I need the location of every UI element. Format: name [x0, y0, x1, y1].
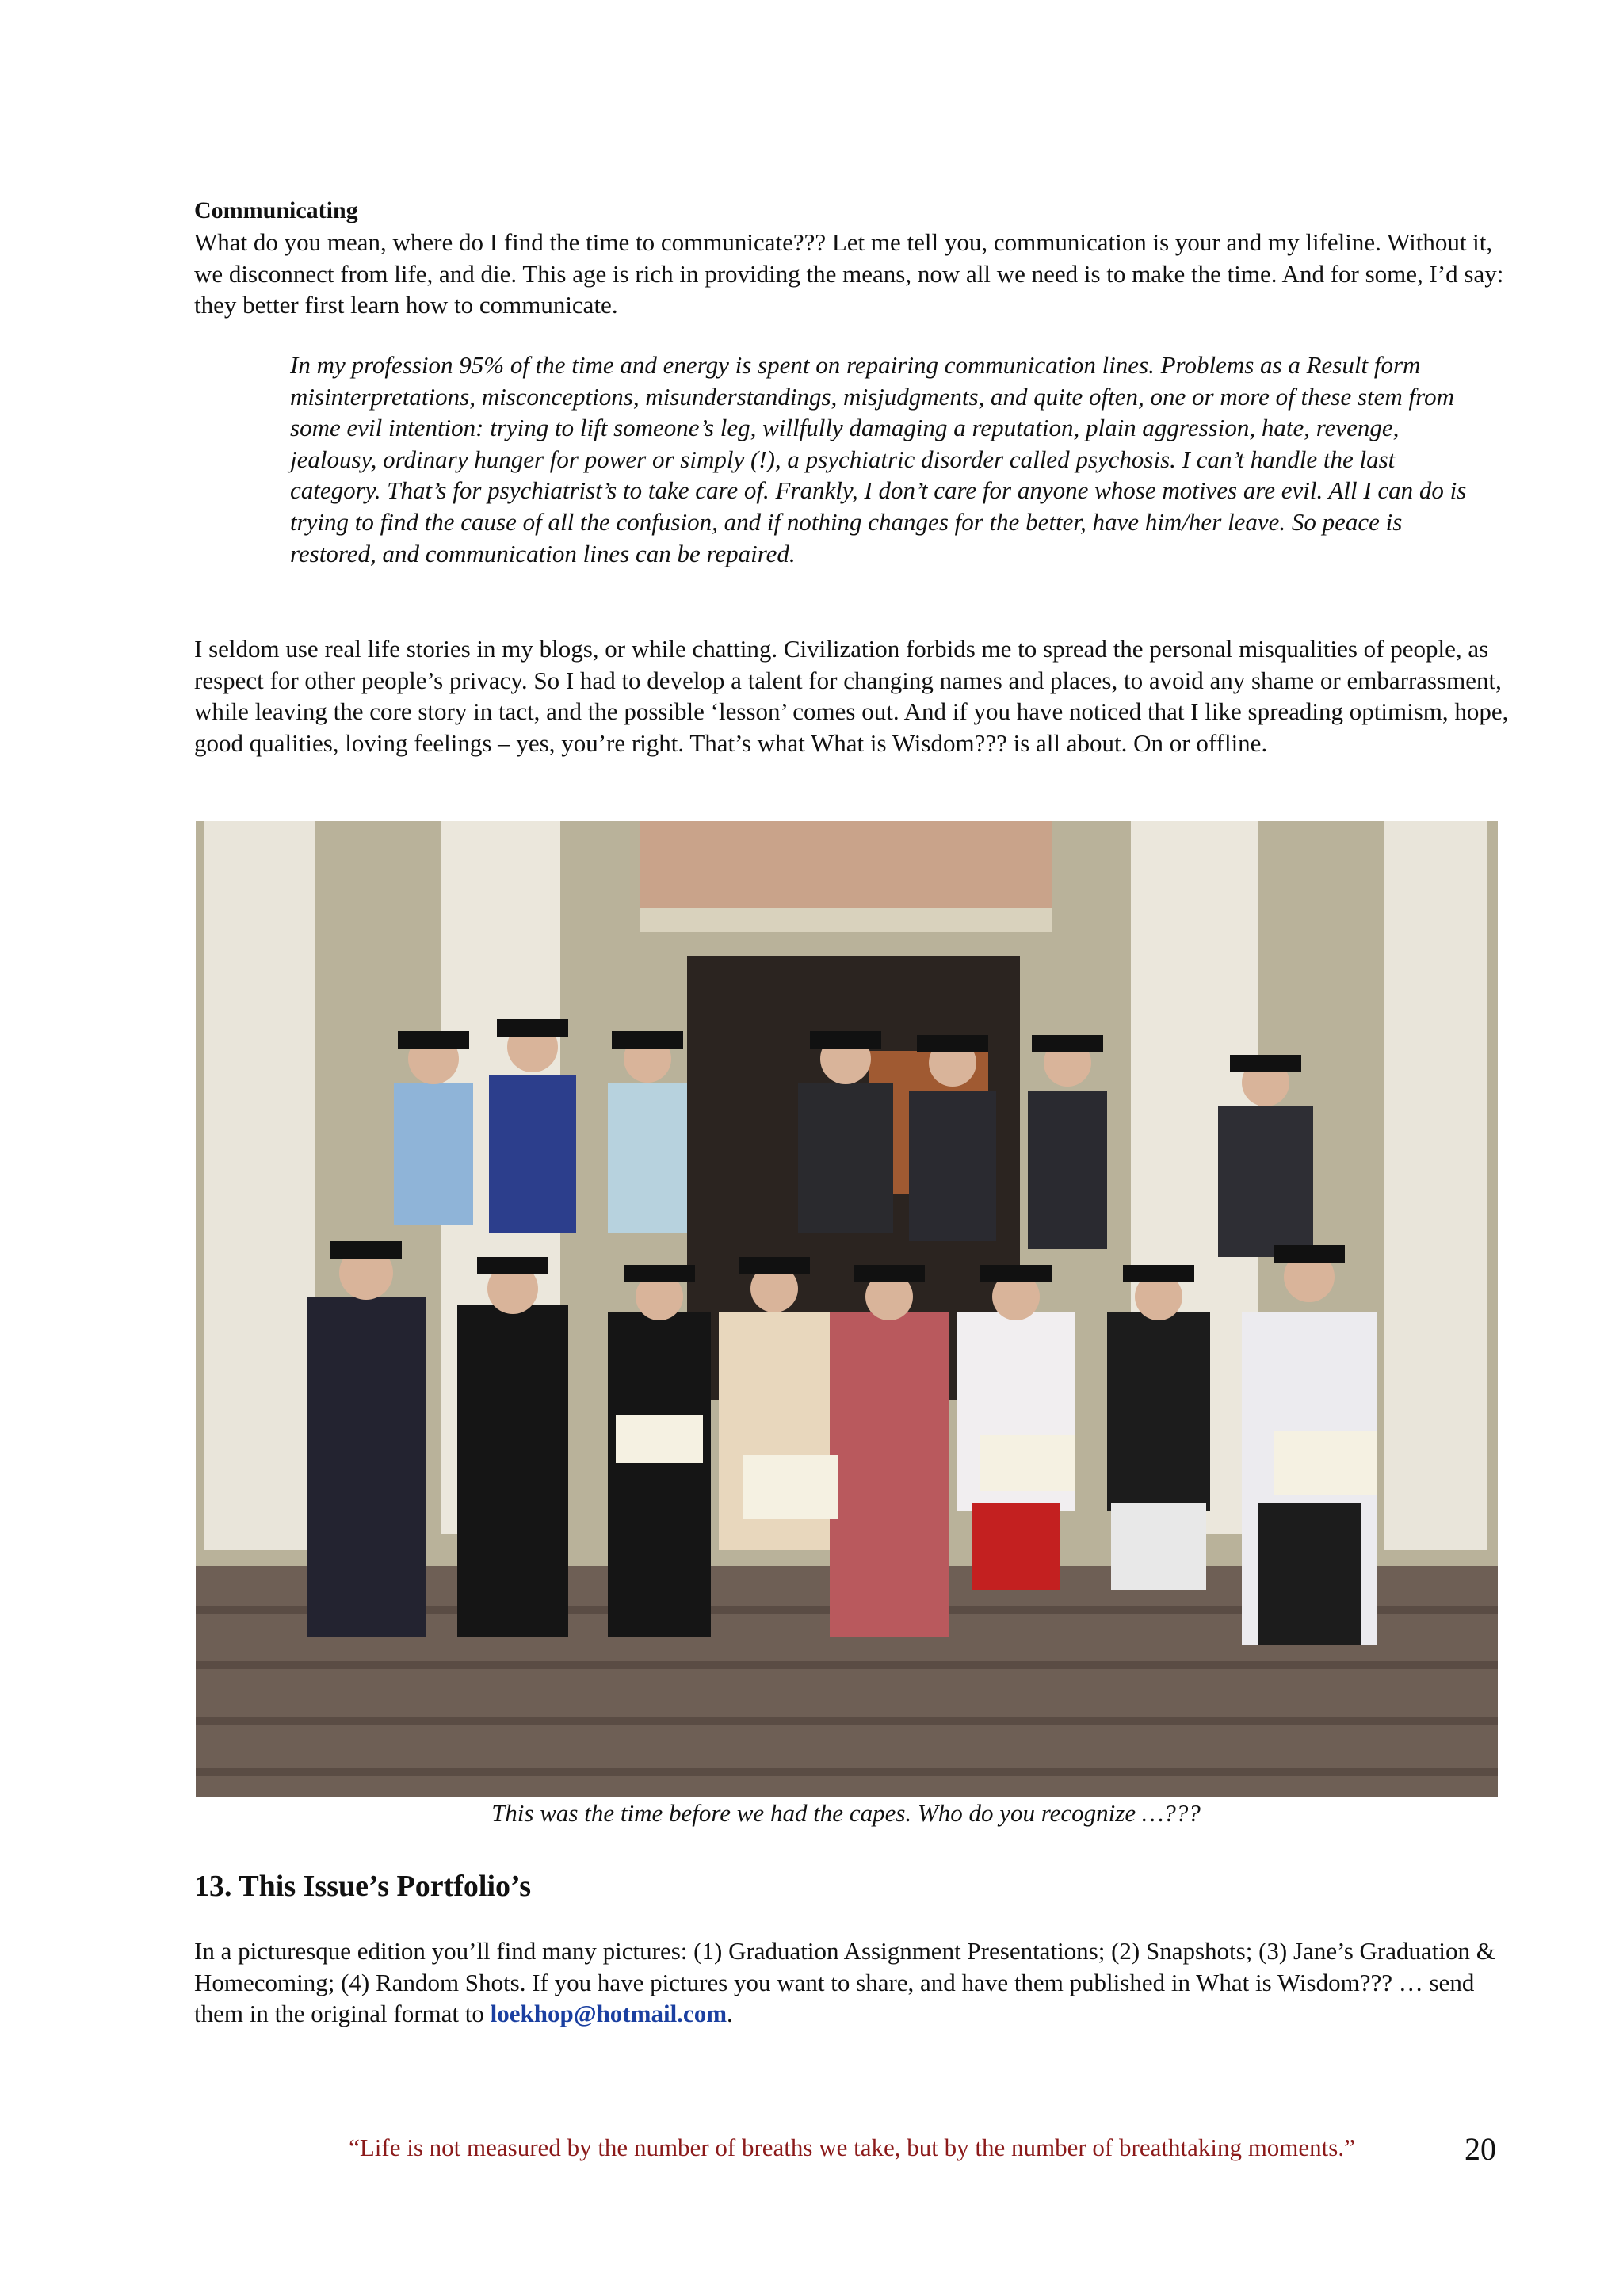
communicating-heading: Communicating [194, 197, 358, 223]
footer-quote: “Life is not measured by the number of breaths we take, but by the number of breathtaking moments.” [349, 2134, 1355, 2161]
portfolio-heading: 13. This Issue’s Portfolio’s [194, 1870, 532, 1903]
communicating-paragraph: What do you mean, where do I find the time to communicate??? Let me tell you, communication is your and my lifeline. Without it, we disconnect from life, and die. This age is rich in providing the means, now all we need is to make the time. And for some, I’d say: they better first learn how to communicate. [194, 228, 1504, 319]
portfolio-text-end: . [727, 2000, 733, 2027]
portfolio-text: In a picturesque edition you’ll find many pictures: (1) Graduation Assignment Presentations; (2) Snapshots; (3) Jane’s Graduation & Homecoming; (4) Random Shots. If you have pictures you want to share, and have them published in What is Wisdom??? … send them in the original format to [194, 1937, 1495, 2027]
graduation-photo-illustration [196, 821, 1498, 1797]
photo-caption: This was the time before we had the capes. Who do you recognize …??? [491, 1799, 1201, 1827]
email-link[interactable]: loekhop@hotmail.com [490, 2000, 727, 2027]
graduation-group-photo [196, 821, 1498, 1797]
communicating-paragraph-2: I seldom use real life stories in my blogs, or while chatting. Civilization forbids me to spread the personal misqualities of people, as respect for other people’s privacy. So I had to develop a talent for changing names and places, to avoid any shame or embarrassment, while leaving the core story in tact, and the possible ‘lesson’ comes out. And if you have noticed that I like spreading optimism, hope, good qualities, loving feelings – yes, you’re right. That’s what What is Wisdom??? is all about. On or offline. [194, 635, 1509, 757]
communicating-quote: In my profession 95% of the time and energy is spent on repairing communication lines. Problems as a Result form misinterpretations, misconceptions, misunderstandings, misjudgments, and quite often, one or more of these stem from some evil intention: trying to lift someone’s leg, willfully damaging a reputation, plain aggression, hate, revenge, jealousy, ordinary hunger for power or simply (!), a psychiatric disorder called psychosis. I can’t handle the last category. That’s for psychiatrist’s to take care of. Frankly, I don’t care for anyone whose motives are evil. All I can do is trying to find the cause of all the confusion, and if nothing changes for the better, have him/her leave. So peace is restored, and communication lines can be repaired. [290, 351, 1467, 567]
page-number: 20 [1465, 2131, 1496, 2167]
portfolio-paragraph [194, 1935, 1510, 2030]
